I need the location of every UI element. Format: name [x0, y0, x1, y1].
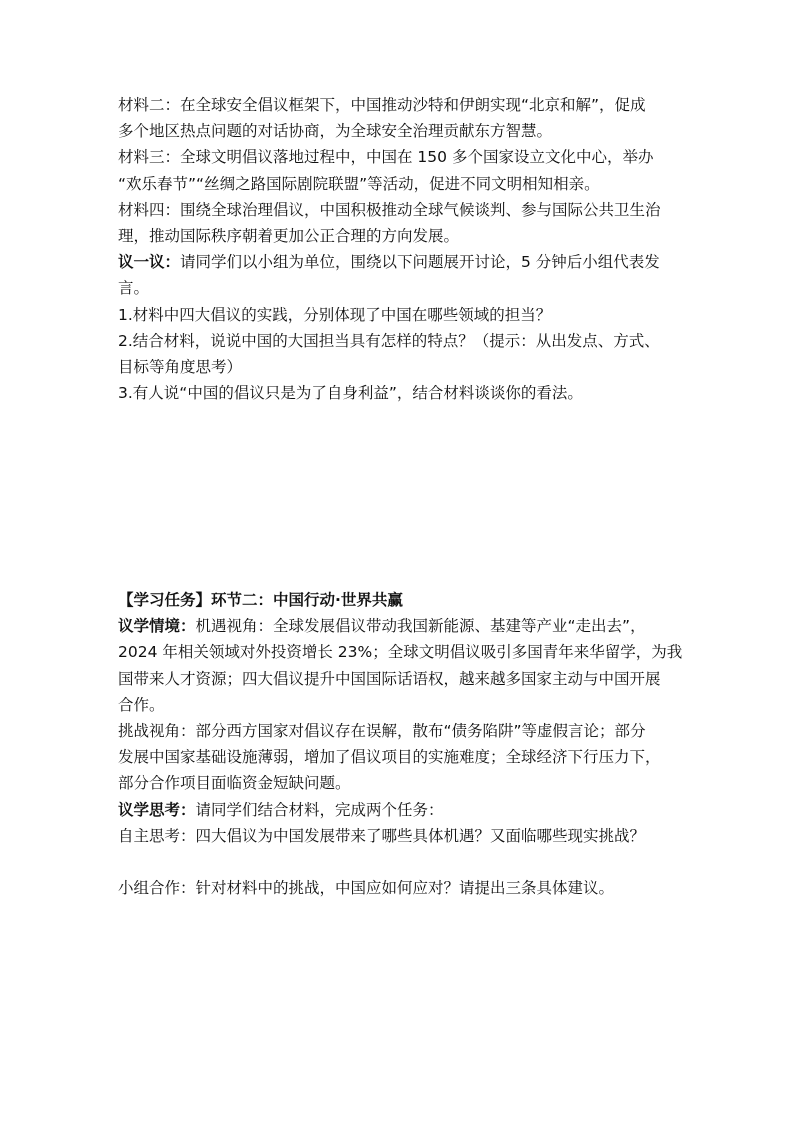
discuss-line-2: 言。 — [118, 279, 150, 298]
section-heading: 【学习任务】环节二：中国行动·世界共赢 — [118, 591, 403, 609]
task-1: 自主思考：四大倡议为中国发展带来了哪些具体机遇？又面临哪些现实挑战？ — [118, 826, 646, 845]
thinking-text: 请同学们结合材料，完成两个任务： — [195, 800, 444, 819]
question-2-line-2: 目标等角度思考） — [118, 358, 243, 377]
situation-line-4: 合作。 — [118, 695, 165, 714]
learning-task-section — [118, 587, 684, 901]
discuss-label: 议一议： — [118, 253, 181, 272]
question-1: 1.材料中四大倡议的实践，分别体现了中国在哪些领域的担当？ — [118, 305, 552, 324]
opportunity-text: 机遇视角：全球发展倡议带动我国新能源、基建等产业“走出去”， — [195, 617, 646, 636]
thinking-line — [118, 797, 684, 823]
situation-label: 议学情境： — [118, 617, 196, 636]
material-4-line-1: 材料四：围绕全球治理倡议，中国积极推动全球气候谈判、参与国际公共卫生治 — [118, 200, 661, 219]
material-2-line-2: 多个地区热点问题的对话协商，为全球安全治理贡献东方智慧。 — [118, 122, 553, 141]
challenge-line-1: 挑战视角：部分西方国家对倡议存在误解，散布“债务陷阱”等虚假言论；部分 — [118, 722, 646, 741]
discuss-text: 请同学们以小组为单位，围绕以下问题展开讨论，5 分钟后小组代表发 — [180, 253, 660, 272]
material-3-line-1: 材料三：全球文明倡议落地过程中，中国在 150 多个国家设立文化中心，举办 — [118, 148, 654, 167]
discuss-line-1 — [118, 249, 684, 275]
question-2-line-1: 2.结合材料，说说中国的大国担当具有怎样的特点？（提示：从出发点、方式、 — [118, 331, 660, 350]
question-3: 3.有人说“中国的倡议只是为了自身利益”，结合材料谈谈你的看法。 — [118, 384, 583, 403]
task-2: 小组合作：针对材料中的挑战，中国应如何应对？请提出三条具体建议。 — [118, 879, 615, 898]
challenge-line-3: 部分合作项目面临资金短缺问题。 — [118, 774, 351, 793]
blank-line — [118, 849, 684, 875]
challenge-line-2: 发展中国家基础设施薄弱，增加了倡议项目的实施难度；全球经济下行压力下， — [118, 748, 661, 767]
situation-line-2: 2024 年相关领域对外投资增长 23%；全球文明倡议吸引多国青年来华留学，为我 — [118, 643, 683, 662]
situation-line-3: 国带来人才资源；四大倡议提升中国国际话语权，越来越多国家主动与中国开展 — [118, 669, 661, 688]
material-4-line-2: 理，推动国际秩序朝着更加公正合理的方向发展。 — [118, 227, 460, 246]
material-2-line-1: 材料二：在全球安全倡议框架下，中国推动沙特和伊朗实现“北京和解”，促成 — [118, 96, 646, 114]
material-3-line-2: “欢乐春节”“丝绸之路国际剧院联盟”等活动，促进不同文明相知相亲。 — [118, 174, 600, 193]
thinking-label: 议学思考： — [118, 800, 196, 819]
situation-line-1 — [118, 613, 684, 639]
materials-section — [118, 92, 684, 406]
